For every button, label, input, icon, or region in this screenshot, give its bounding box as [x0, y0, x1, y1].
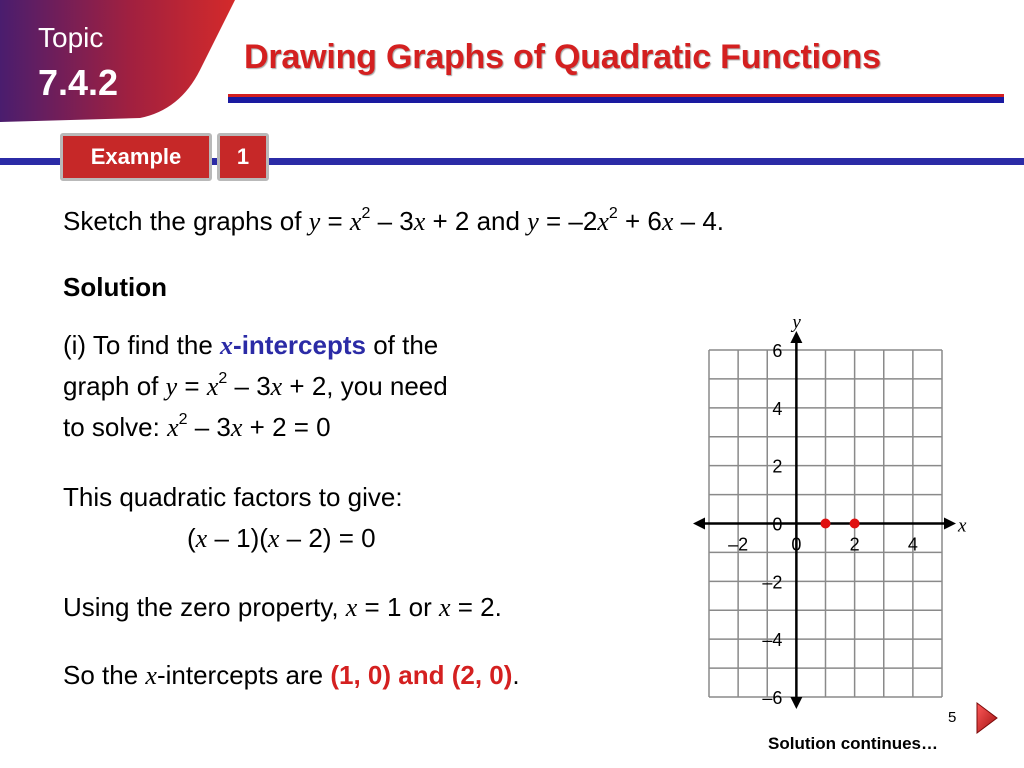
- y-tick-label: 6: [772, 341, 783, 361]
- topic-number: 7.4.2: [38, 62, 119, 103]
- solution-part-i-line2: graph of $y = x^2 - 3x + 2$, you need: [63, 370, 448, 401]
- solution-part-i-line1: (i) To find the x-intercepts of the: [63, 330, 439, 360]
- y-tick-label: –6: [762, 688, 783, 708]
- y-axis-label: y: [792, 312, 801, 333]
- page-title: Drawing Graphs of Quadratic Functions: [244, 38, 881, 76]
- y-axis-arrow-down: [790, 697, 802, 709]
- solution-continues-text: Solution continues…: [768, 734, 938, 753]
- x-tick-label: 2: [849, 534, 860, 555]
- example-badge: Example: [60, 133, 212, 181]
- intercepts-conclusion: So the x-intercepts are (1, 0) and (2, 0).: [63, 660, 520, 690]
- x-tick-label: 4: [907, 534, 918, 555]
- intercept-point: [821, 519, 831, 529]
- y-tick-label: 2: [772, 456, 783, 477]
- factor-intro: This quadratic factors to give:: [63, 482, 403, 512]
- x-axis-label: x: [958, 515, 967, 537]
- solution-heading: Solution: [63, 272, 167, 302]
- y-tick-label: 0: [772, 514, 783, 535]
- topic-label: Topic: [38, 22, 104, 53]
- play-arrow-icon[interactable]: [975, 701, 999, 735]
- y-tick-label: –2: [762, 572, 783, 593]
- x-axis-arrow-left: [693, 518, 705, 530]
- factor-equation: (x – 1)(x – 2) = 0: [187, 523, 376, 553]
- solution-part-i-line3: to solve: $x^2 - 3x + 2 = 0$: [63, 411, 331, 442]
- y-tick-label: 4: [772, 398, 783, 419]
- x-tick-label: –2: [728, 534, 749, 555]
- example-number-badge: 1: [217, 133, 269, 181]
- x-axis-arrow-right: [944, 518, 956, 530]
- problem-statement: Sketch the graphs of $y = x^2 - 3x + 2$ and $y = -2x^2 + 6x - 4$.: [63, 205, 724, 236]
- zero-property-line: Using the zero property, x = 1 or x = 2.: [63, 592, 502, 622]
- x-tick-label: 0: [791, 534, 802, 555]
- page-number: 5: [948, 709, 957, 726]
- y-tick-label: –4: [762, 630, 783, 651]
- intercept-point: [850, 519, 860, 529]
